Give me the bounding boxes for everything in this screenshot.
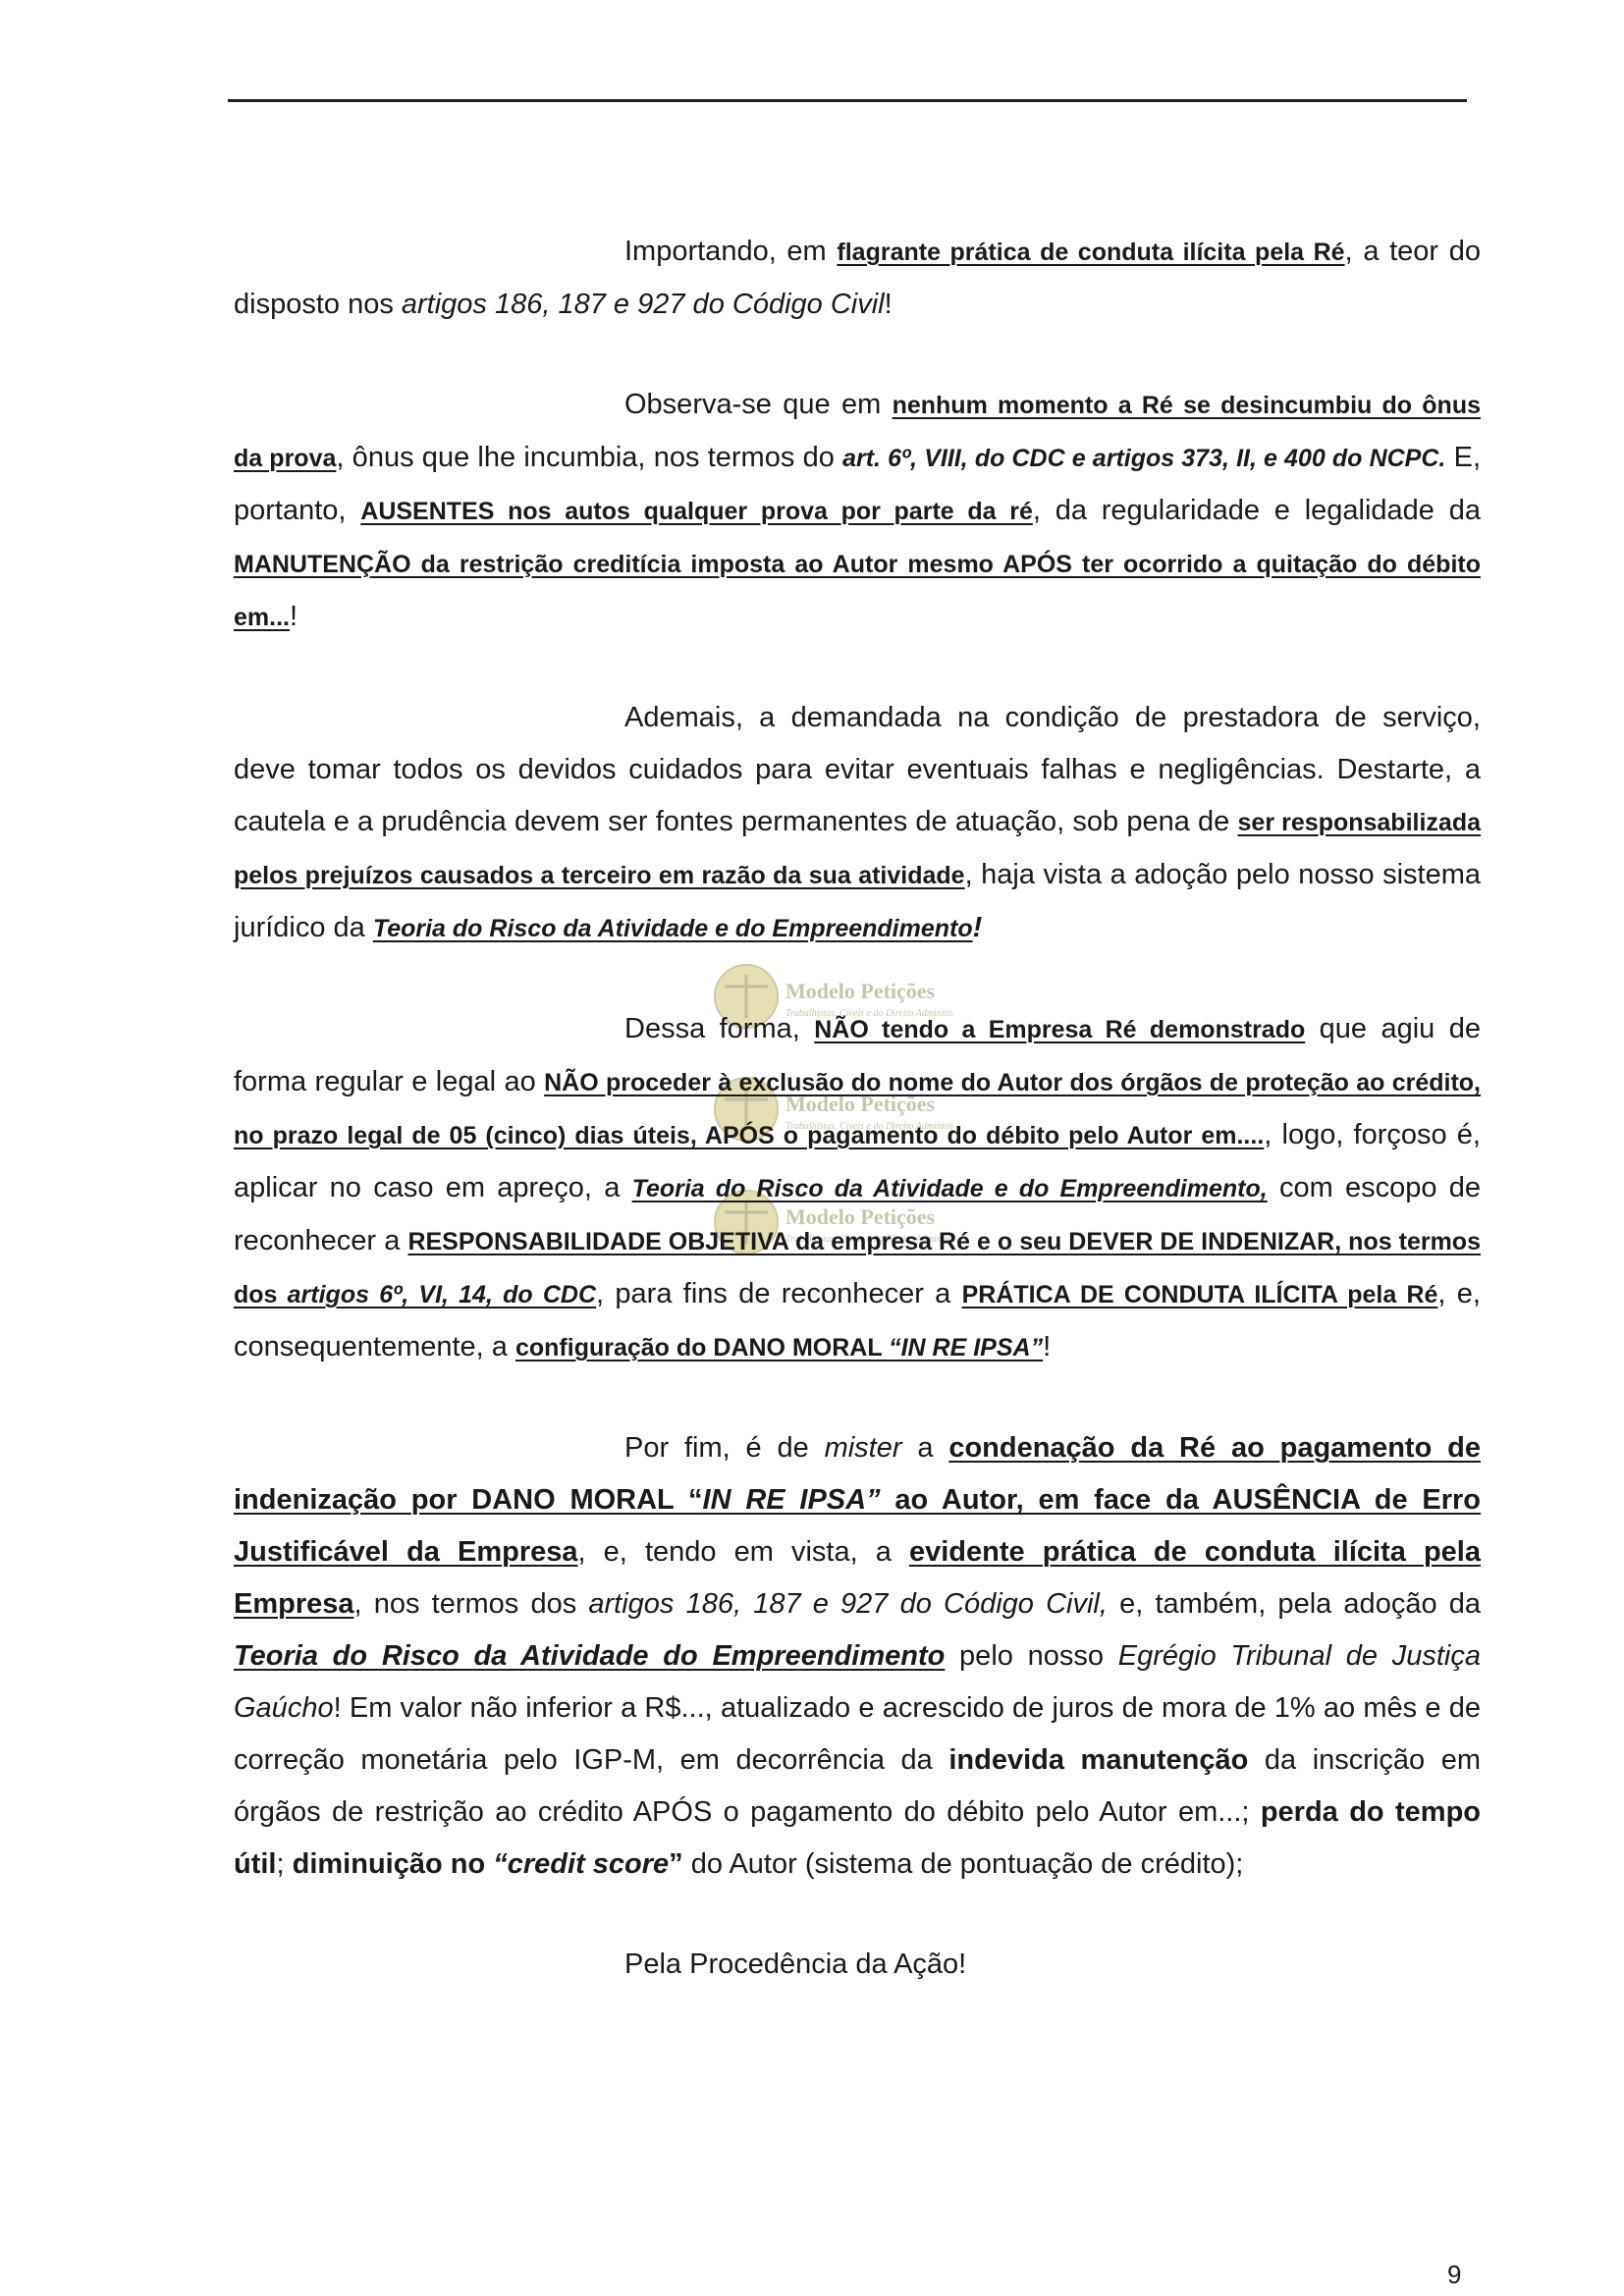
text-run: , logo, forçoso é, aplicar no caso em apreço, a (234, 1119, 1481, 1203)
text-run: , nos termos dos (353, 1588, 589, 1620)
paragraph-5 (234, 1422, 1481, 1891)
emphasis-run: Teoria do Risco da Atividade do Empreendimento (234, 1640, 946, 1672)
emphasis-run: IN RE IPSA” (702, 1484, 881, 1516)
paragraph-3 (234, 692, 1481, 955)
text-run: que agiu de forma regular e legal ao (234, 1013, 1481, 1097)
header-rule (228, 99, 1467, 102)
text-run: ! (1043, 1331, 1052, 1362)
text-run: mister (824, 1432, 902, 1464)
emphasis-run: “credit score (493, 1848, 670, 1880)
emphasis-run: condenação da Ré ao pagamento de indenização por DANO MORAL “ (234, 1432, 1481, 1516)
emphasis-run: ser responsabilizada pelos prejuízos causados a terceiro em razão da sua atividade (234, 809, 1481, 889)
watermark-title: Modelo Petições (785, 1092, 936, 1116)
emphasis-run: perda do tempo útil (234, 1796, 1481, 1880)
text-run: com escopo de reconhecer a (234, 1172, 1482, 1256)
document-body (234, 226, 1481, 2039)
text-run: , da regularidade e legalidade da (1032, 495, 1481, 526)
citation-run: artigos 186, 187 e 927 do Código Civil (401, 289, 885, 320)
emphasis-run: ” (669, 1848, 683, 1880)
watermark-subtitle: Trabalhistas, Cíveis e do Direito Administ (785, 1008, 951, 1019)
emphasis-run: MANUTENÇÃO da restrição creditícia imposta ao Autor mesmo APÓS ter ocorrido a quitação do débito em... (234, 551, 1481, 631)
text-run: , e, consequentemente, a (234, 1278, 1481, 1362)
emphasis-run: indevida manutenção (948, 1744, 1249, 1776)
text-run: , para fins de reconhecer a (596, 1278, 962, 1309)
text-run: Importando, em (624, 236, 838, 267)
text-run: E, portanto, (234, 442, 1481, 526)
text-run: ! (884, 289, 893, 320)
text-run: , haja vista a adoção pelo nosso sistema jurídico da (234, 859, 1481, 943)
citation-run: art. 6º, VIII, do CDC e artigos 373, II, e 400 do NCPC. (842, 445, 1446, 472)
text-run: e, também, pela adoção da (1107, 1588, 1481, 1620)
emphasis-run: configuração do DANO MORAL (514, 1334, 890, 1362)
text-run: ! (289, 601, 298, 632)
closing-line: Pela Procedência da Ação! (624, 1949, 967, 1980)
emphasis-run: Teoria do Risco da Atividade e do Empreendimento, (631, 1175, 1268, 1202)
emphasis-run: ao Autor, em face da AUSÊNCIA de Erro Justificável da Empresa (234, 1484, 1481, 1568)
text-run: ; (276, 1848, 293, 1880)
text-run: ! (972, 912, 983, 943)
text-run: , ônus que lhe incumbia, nos termos do (336, 442, 843, 473)
emphasis-run: RESPONSABILIDADE OBJETIVA da empresa Ré e o seu DEVER DE INDENIZAR, nos termos dos (234, 1228, 1481, 1308)
paragraph-1 (234, 226, 1481, 331)
emphasis-run: NÃO proceder à exclusão do nome do Autor dos órgãos de proteção ao crédito, no prazo legal de 05 (cinco) dias úteis, APÓS o pagamento do débito pelo Autor em.... (234, 1069, 1481, 1149)
emphasis-run: evidente prática de conduta ilícita pela Empresa (234, 1536, 1481, 1620)
text-run: Dessa forma, (624, 1013, 815, 1044)
citation-run: artigos 6º, VI, 14, do CDC (287, 1281, 597, 1308)
text-run: pelo nosso (945, 1640, 1118, 1672)
text-run: Ademais, a demandada na condição de prestadora de serviço, deve tomar todos os devidos cuidados para evitar eventuais falhas e negligências. Destarte, a cautela e a prudência devem ser fontes permanentes de atuação, sob pena de (234, 702, 1481, 837)
text-run: ! Em valor não inferior a R$..., atualizado e acrescido de juros de mora de 1% ao mês e de correção monetária pelo IGP-M, em decorrência da (234, 1692, 1481, 1776)
emphasis-run: AUSENTES nos autos qualquer prova por parte da ré (360, 498, 1033, 525)
emphasis-run: PRÁTICA DE CONDUTA ILÍCITA pela Ré (961, 1281, 1438, 1308)
emphasis-run: “IN RE IPSA” (889, 1334, 1044, 1362)
text-run: Observa-se que em (624, 389, 893, 420)
text-run: do Autor (sistema de pontuação de crédito); (682, 1848, 1244, 1880)
emphasis-run: diminuição no (292, 1848, 494, 1880)
watermark-title: Modelo Petições (785, 979, 936, 1003)
paragraph-2 (234, 379, 1481, 644)
page-number: 9 (1447, 2260, 1462, 2289)
text-run: da inscrição em órgãos de restrição ao crédito APÓS o pagamento do débito pelo Autor em...; (234, 1744, 1481, 1828)
emphasis-run: NÃO tendo a Empresa Ré demonstrado (814, 1016, 1306, 1043)
text-run: , e, tendo em vista, a (577, 1536, 909, 1568)
citation-run: Egrégio Tribunal de Justiça Gaúcho (234, 1640, 1482, 1724)
paragraph-6 (234, 1939, 1481, 1991)
paragraph-4 (234, 1003, 1481, 1374)
text-run: , a teor do disposto nos (234, 236, 1482, 320)
text-run: Por fim, é de (624, 1432, 825, 1464)
emphasis-run: Teoria do Risco da Atividade e do Empreendimento (372, 915, 973, 942)
watermark-title: Modelo Petições (785, 1204, 936, 1229)
watermark-subtitle: Trabalhistas, Cíveis e do Direito Administ (785, 1121, 951, 1132)
watermark-subtitle: Trabalhistas, Cíveis e do Direito Administ (785, 1234, 951, 1245)
citation-run: artigos 186, 187 e 927 do Código Civil, (588, 1588, 1108, 1620)
emphasis-run: nenhum momento a Ré se desincumbiu do ônus da prova (234, 392, 1481, 472)
emphasis-run: flagrante prática de conduta ilícita pela Ré (837, 239, 1345, 266)
text-run: a (901, 1432, 949, 1464)
